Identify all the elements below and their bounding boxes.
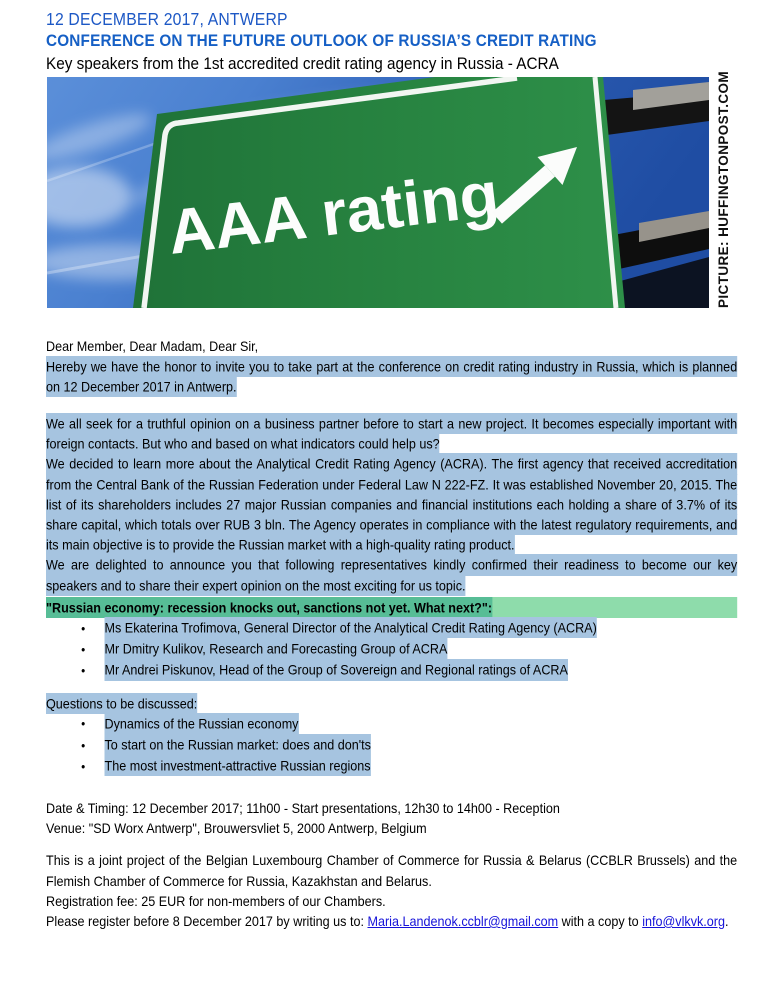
speaker-name: Mr Dmitry Kulikov, Research and Forecasting Group of ACRA — [105, 638, 448, 659]
bullet-icon: • — [81, 716, 86, 732]
register-mid: with a copy to — [561, 913, 639, 930]
register-prefix: Please register before 8 December 2017 by writing us to: — [46, 913, 364, 930]
email-link-primary[interactable]: Maria.Landenok.ccblr@gmail.com — [367, 913, 559, 930]
bullet-icon: • — [81, 620, 86, 636]
list-item-question — [46, 713, 737, 734]
register-suffix: . — [725, 913, 729, 930]
registration-fee-line: Registration fee: 25 EUR for non-members of our Chambers. — [46, 892, 386, 909]
list-item-question — [46, 756, 737, 777]
bullet-icon: • — [81, 737, 86, 753]
sign-text: AAA rating — [164, 159, 498, 268]
register-line — [46, 911, 737, 931]
question-text: The most investment-attractive Russian regions — [105, 755, 371, 776]
page-title: CONFERENCE ON THE FUTURE OUTLOOK OF RUSSIA’S CREDIT RATING — [46, 31, 597, 50]
document-body — [46, 8, 737, 931]
topic-heading-text: "Russian economy: recession knocks out, sanctions not yet. What next?": — [46, 597, 492, 618]
email-link-copy[interactable]: info@vlkvk.org — [642, 913, 726, 930]
photo-credit: PICTURE: HUFFINGTONPOST.COM — [716, 70, 731, 308]
questions-label — [46, 693, 737, 713]
salutation: Dear Member, Dear Madam, Dear Sir, — [46, 338, 259, 354]
photo-spacer — [46, 70, 737, 336]
highlighted-text: Hereby we have the honor to invite you to take part at the conference on credit rating industry in Russia, which is planned on 12 December 2017 in Antwerp. — [46, 356, 737, 397]
date-timing-line: Date & Timing: 12 December 2017; 11h00 - Start presentations, 12h30 to 14h00 - Reception — [46, 800, 560, 817]
joint-project-line: This is a joint project of the Belgian Luxembourg Chamber of Commerce for Russia & Belarus (CCBLR Brussels) and the Flemish Chamber of Commerce for Russia, Kazakhstan and Belarus. — [46, 852, 738, 889]
bullet-icon: • — [81, 641, 86, 657]
list-item-speaker — [46, 639, 737, 660]
header-date-line: 12 DECEMBER 2017, ANTWERP — [46, 9, 288, 29]
speaker-name: Ms Ekaterina Trofimova, General Director of the Analytical Credit Rating Agency (ACRA) — [105, 617, 597, 638]
highlighted-text: We decided to learn more about the Analytical Credit Rating Agency (ACRA). The first agency that received accreditation from the Central Bank of the Russian Federation under Federal Law N 222-FZ. It was established November 20, 2015. The list of its shareholders includes 27 major Russian companies and financial institutions each holding a share of 3.7% of its share capital, which totals over RUB 3 bln. The Agency operates in compliance with the latest regulatory requirements, and its main objective is to provide the Russian market with a high-quality rating product. — [46, 453, 737, 555]
highlighted-text: We are delighted to announce you that following representatives kindly confirmed their readiness to become our key speakers and to share their expert opinion on the most exciting for us topic. — [46, 554, 737, 595]
bullet-icon: • — [81, 758, 86, 774]
paragraph-invitation — [46, 356, 737, 396]
topic-heading — [46, 597, 737, 617]
venue-line: Venue: "SD Worx Antwerp", Brouwersvliet 5, 2000 Antwerp, Belgium — [46, 820, 427, 837]
speaker-name: Mr Andrei Piskunov, Head of the Group of Sovereign and Regional ratings of ACRA — [105, 659, 568, 680]
highlighted-text: We all seek for a truthful opinion on a business partner before to start a new project. It becomes especially important with foreign contacts. But who and based on what indicators could help us? — [46, 413, 737, 454]
question-text: Dynamics of the Russian economy — [105, 713, 299, 734]
paragraph-acra — [46, 454, 737, 555]
bullet-icon: • — [81, 663, 86, 679]
paragraph-opinion — [46, 414, 737, 454]
list-item-speaker — [46, 660, 737, 681]
paragraph-speakers-intro — [46, 555, 737, 595]
highlighted-text: Questions to be discussed: — [46, 693, 197, 714]
list-item-question — [46, 735, 737, 756]
list-item-speaker — [46, 618, 737, 639]
page-subtitle: Key speakers from the 1st accredited credit rating agency in Russia - ACRA — [46, 54, 559, 73]
question-text: To start on the Russian market: does and don'ts — [105, 734, 371, 755]
